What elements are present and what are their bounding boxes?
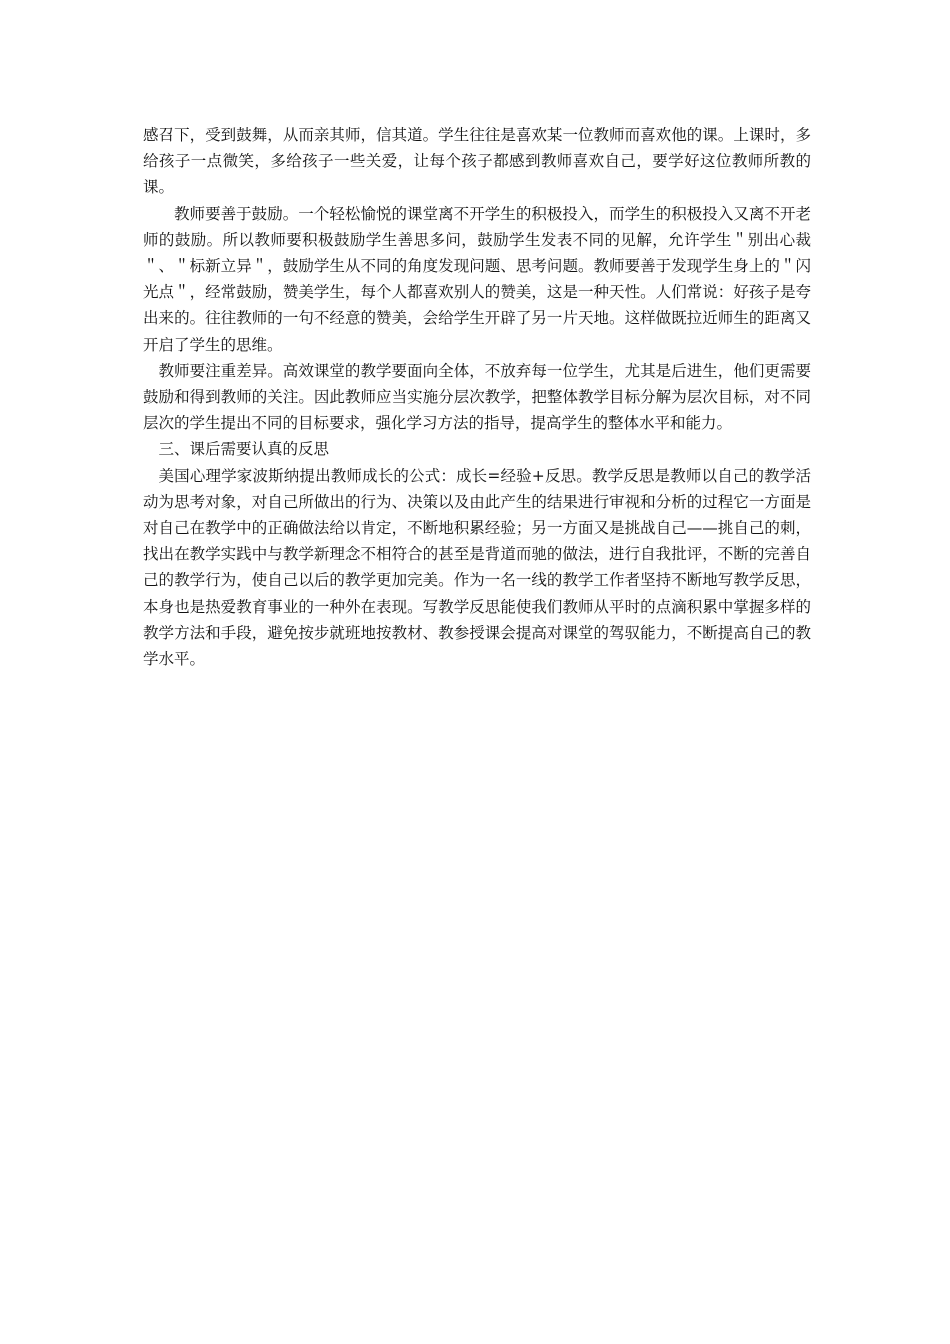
paragraph-reflection: 美国心理学家波斯纳提出教师成长的公式：成长=经验+反思。教学反思是教师以自己的教学活动为思考对象，对自己所做出的行为、决策以及由此产生的结果进行审视和分析的过程它一方面是对自己在教学中的正确做法给以肯定，不断地积累经验；另一方面又是挑战自己——挑自己的刺，找出在教学实践中与教学新理念不相符合的甚至是背道而驰的做法，进行自我批评，不断的完善自己的教学行为，使自己以后的教学更加完美。作为一名一线的教学工作者坚持不断地写教学反思，本身也是热爱教育事业的一种外在表现。写教学反思能使我们教师从平时的点滴积累中掌握多样的教学方法和手段，避免按步就班地按教材、教参授课会提高对课堂的驾驭能力，不断提高自己的教学水平。 bbox=[143, 466, 811, 669]
section-heading-reflection: 三、课后需要认真的反思 bbox=[158, 440, 330, 459]
paragraph-teacher-differences: 教师要注重差异。高效课堂的教学要面向全体，不放弃每一位学生，尤其是后进生，他们更需要鼓励和得到教师的关注。因此教师应当实施分层次教学，把整体教学目标分解为层次目标，对不同层次的学生提出不同的目标要求，强化学习方法的指导，提高学生的整体水平和能力。 bbox=[143, 361, 811, 433]
document-page bbox=[143, 122, 811, 672]
paragraph-teacher-encourage: 教师要善于鼓励。一个轻松愉悦的课堂离不开学生的积极投入，而学生的积极投入又离不开老师的鼓励。所以教师要积极鼓励学生善思多问，鼓励学生发表不同的见解，允许学生＂别出心裁＂、＂标新立异＂，鼓励学生从不同的角度发现问题、思考问题。教师要善于发现学生身上的＂闪光点＂，经常鼓励，赞美学生，每个人都喜欢别人的赞美，这是一种天性。人们常说：好孩子是夸出来的。往往教师的一句不经意的赞美，会给学生开辟了另一片天地。这样做既拉近师生的距离又开启了学生的思维。 bbox=[143, 204, 811, 354]
paragraph-encouragement-intro: 感召下，受到鼓舞，从而亲其师，信其道。学生往往是喜欢某一位教师而喜欢他的课。上课时，多给孩子一点微笑，多给孩子一些关爱，让每个孩子都感到教师喜欢自己，要学好这位教师所教的课。 bbox=[143, 126, 811, 197]
